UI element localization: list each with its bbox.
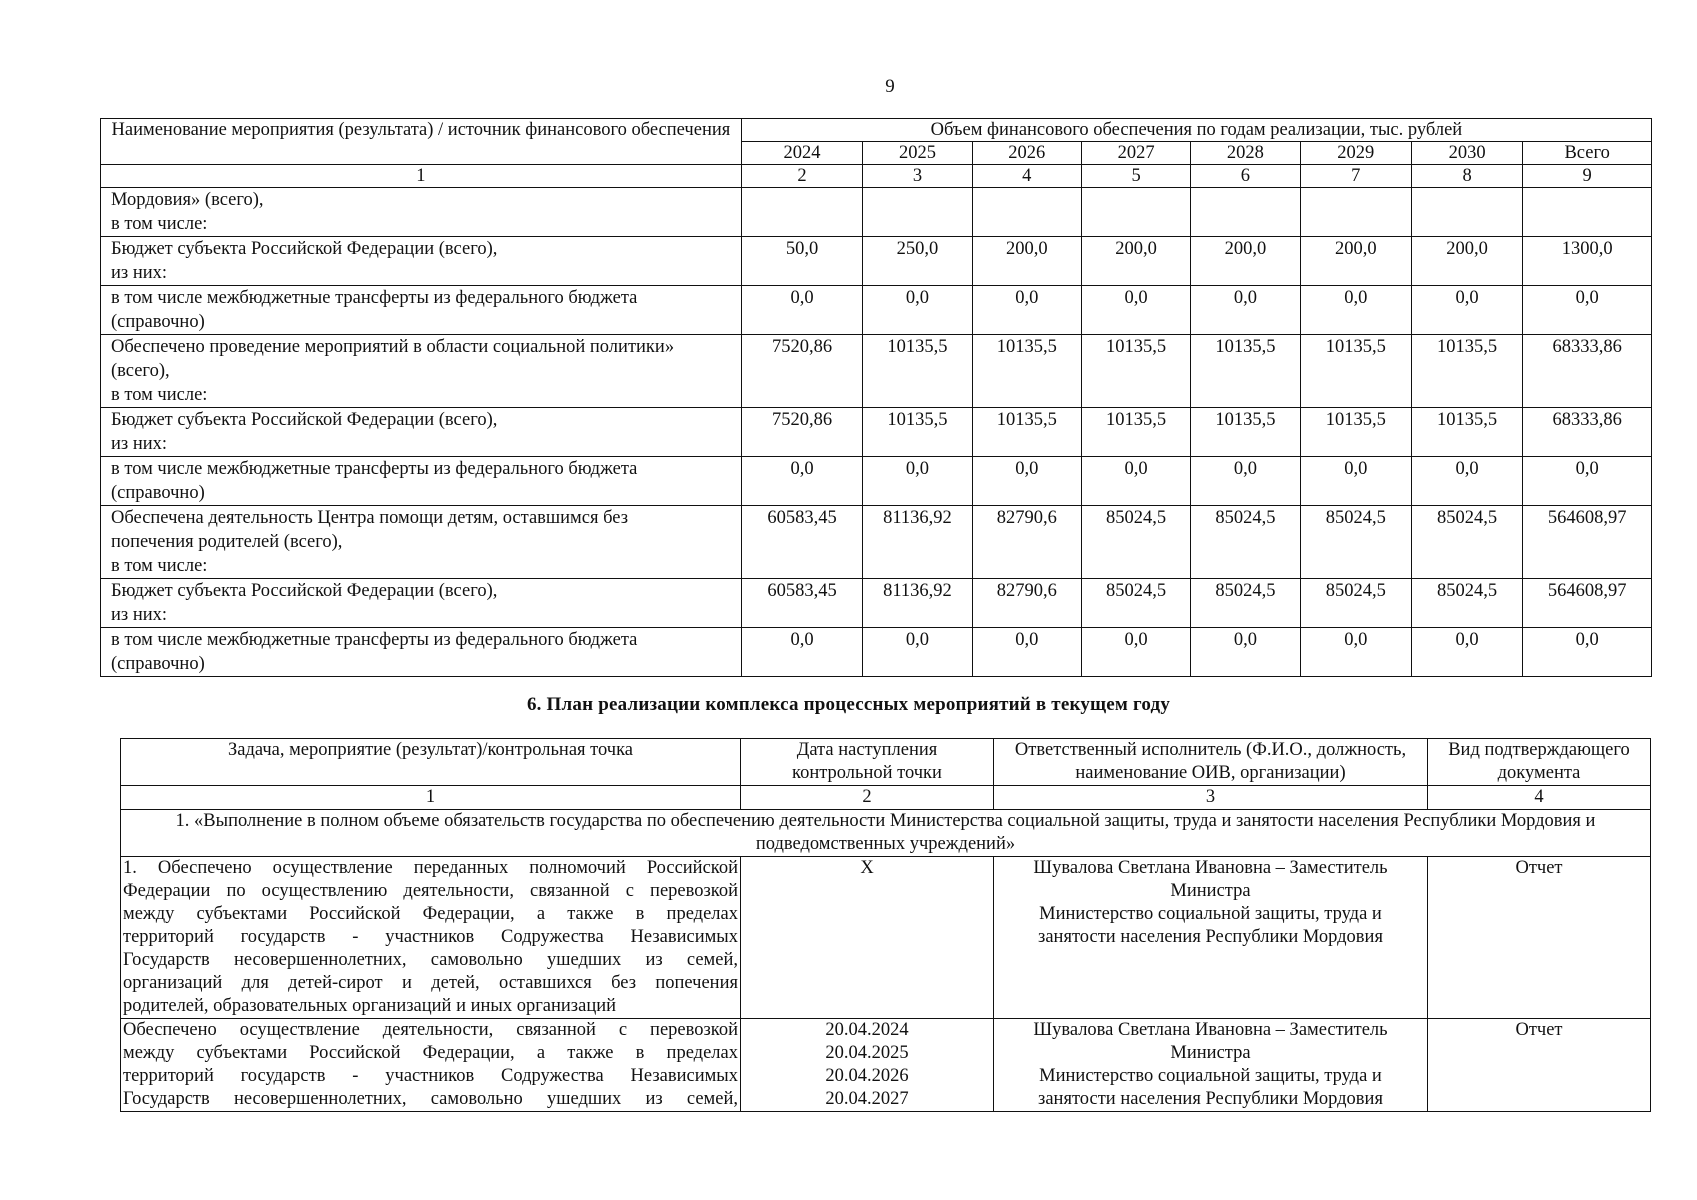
plan-task-line: Государств несовершеннолетних, самовольно ушедших из семей, <box>123 1089 738 1109</box>
finance-row <box>101 579 1652 628</box>
finance-cell-value: 0,0 <box>1523 457 1652 506</box>
plan-date-line: 20.04.2026 <box>825 1066 909 1086</box>
finance-row-name: Мордовия» (всего), в том числе: <box>101 188 742 237</box>
plan-task-line: Федерации по осуществлению деятельности, связанной с перевозкой <box>123 881 738 901</box>
finance-cell-value: 10135,5 <box>1191 335 1300 408</box>
finance-cell-value: 81136,92 <box>863 506 972 579</box>
finance-year-header: 2028 <box>1191 142 1300 165</box>
finance-cell-value: 200,0 <box>1191 237 1300 286</box>
plan-column-number: 3 <box>994 786 1428 810</box>
plan-header-col4: Вид подтверждающего документа <box>1428 739 1651 786</box>
finance-year-header: 2029 <box>1300 142 1411 165</box>
finance-cell-value: 0,0 <box>972 628 1081 677</box>
finance-cell-value: 0,0 <box>1300 628 1411 677</box>
finance-cell-value <box>863 188 972 237</box>
finance-row-name: Обеспечено проведение мероприятий в области социальной политики» (всего), в том числе: <box>101 335 742 408</box>
finance-row-name: в том числе межбюджетные трансферты из федерального бюджета (справочно) <box>101 286 742 335</box>
finance-cell-value: 10135,5 <box>1081 408 1190 457</box>
finance-cell-value: 10135,5 <box>1411 408 1522 457</box>
finance-year-header: 2026 <box>972 142 1081 165</box>
finance-cell-value: 85024,5 <box>1300 506 1411 579</box>
plan-row <box>121 1019 1651 1112</box>
finance-row <box>101 506 1652 579</box>
finance-cell-value: 0,0 <box>1300 457 1411 506</box>
finance-cell-value: 60583,45 <box>741 579 862 628</box>
finance-cell-value: 85024,5 <box>1191 579 1300 628</box>
plan-responsible <box>994 857 1428 1019</box>
finance-cell-value: 0,0 <box>1191 457 1300 506</box>
plan-header-col1: Задача, мероприятие (результат)/контрольная точка <box>121 739 741 786</box>
finance-cell-value: 0,0 <box>863 286 972 335</box>
finance-row <box>101 457 1652 506</box>
plan-task-line: между субъектами Российской Федерации, а также в пределах <box>123 1043 738 1063</box>
finance-row-name: Бюджет субъекта Российской Федерации (всего), из них: <box>101 237 742 286</box>
finance-cell-value: 10135,5 <box>972 335 1081 408</box>
finance-cell-value: 10135,5 <box>863 335 972 408</box>
finance-cell-value: 250,0 <box>863 237 972 286</box>
plan-date-line: 20.04.2025 <box>825 1043 909 1063</box>
finance-cell-value: 60583,45 <box>741 506 862 579</box>
finance-cell-value: 10135,5 <box>1411 335 1522 408</box>
finance-column-number: 1 <box>101 165 742 188</box>
plan-header-col3: Ответственный исполнитель (Ф.И.О., должность, наименование ОИВ, организации) <box>994 739 1428 786</box>
plan-task-line: Государств несовершеннолетних, самовольно ушедших из семей, <box>123 950 738 970</box>
finance-cell-value: 82790,6 <box>972 506 1081 579</box>
finance-cell-value: 85024,5 <box>1300 579 1411 628</box>
finance-column-number: 8 <box>1411 165 1522 188</box>
finance-cell-value: 7520,86 <box>741 335 862 408</box>
plan-column-number: 1 <box>121 786 741 810</box>
finance-cell-value: 0,0 <box>741 286 862 335</box>
finance-row <box>101 628 1652 677</box>
finance-row-name: Обеспечена деятельность Центра помощи детям, оставшимся без попечения родителей (всего), в том числе: <box>101 506 742 579</box>
plan-task-description <box>121 857 741 1019</box>
plan-date-line: 20.04.2027 <box>825 1089 909 1109</box>
finance-cell-value: 81136,92 <box>863 579 972 628</box>
finance-column-number: 4 <box>972 165 1081 188</box>
finance-cell-value: 10135,5 <box>1300 408 1411 457</box>
finance-cell-value <box>972 188 1081 237</box>
plan-task-line: между субъектами Российской Федерации, а также в пределах <box>123 904 738 924</box>
finance-table <box>100 118 1652 677</box>
plan-colnum-row <box>121 786 1651 810</box>
finance-cell-value: 0,0 <box>1523 628 1652 677</box>
finance-year-header: 2024 <box>741 142 862 165</box>
finance-cell-value: 7520,86 <box>741 408 862 457</box>
finance-header-row <box>101 119 1652 142</box>
plan-row <box>121 857 1651 1019</box>
finance-cell-value: 0,0 <box>863 628 972 677</box>
plan-responsible <box>994 1019 1428 1112</box>
finance-row-name: Бюджет субъекта Российской Федерации (всего), из них: <box>101 579 742 628</box>
finance-cell-value: 564608,97 <box>1523 579 1652 628</box>
finance-cell-value: 68333,86 <box>1523 335 1652 408</box>
finance-row <box>101 237 1652 286</box>
plan-control-date <box>741 857 994 1019</box>
finance-cell-value: 564608,97 <box>1523 506 1652 579</box>
plan-table <box>120 738 1651 1112</box>
finance-cell-value: 10135,5 <box>863 408 972 457</box>
finance-cell-value: 200,0 <box>1300 237 1411 286</box>
finance-cell-value: 50,0 <box>741 237 862 286</box>
finance-cell-value: 0,0 <box>1081 286 1190 335</box>
finance-cell-value: 85024,5 <box>1411 579 1522 628</box>
finance-column-number: 2 <box>741 165 862 188</box>
finance-cell-value: 0,0 <box>1191 286 1300 335</box>
finance-header-volume: Объем финансового обеспечения по годам реализации, тыс. рублей <box>741 119 1651 142</box>
finance-cell-value <box>1523 188 1652 237</box>
plan-responsible-line: Шувалова Светлана Ивановна – Заместитель <box>1033 858 1388 878</box>
finance-column-number: 5 <box>1081 165 1190 188</box>
finance-cell-value: 85024,5 <box>1411 506 1522 579</box>
finance-cell-value <box>1411 188 1522 237</box>
finance-cell-value: 85024,5 <box>1081 579 1190 628</box>
finance-column-number: 9 <box>1523 165 1652 188</box>
finance-cell-value: 200,0 <box>1411 237 1522 286</box>
plan-column-number: 2 <box>741 786 994 810</box>
finance-cell-value: 0,0 <box>1081 628 1190 677</box>
finance-cell-value: 0,0 <box>1411 286 1522 335</box>
finance-cell-value: 0,0 <box>1300 286 1411 335</box>
plan-column-number: 4 <box>1428 786 1651 810</box>
finance-row <box>101 335 1652 408</box>
finance-cell-value: 0,0 <box>863 457 972 506</box>
plan-document-type: Отчет <box>1428 1019 1651 1112</box>
plan-responsible-line: занятости населения Республики Мордовия <box>1038 927 1383 947</box>
finance-cell-value: 200,0 <box>972 237 1081 286</box>
plan-task-row <box>121 810 1651 857</box>
finance-cell-value: 200,0 <box>1081 237 1190 286</box>
plan-control-date <box>741 1019 994 1112</box>
finance-cell-value: 85024,5 <box>1081 506 1190 579</box>
plan-task-line: Обеспечено осуществление деятельности, связанной с перевозкой <box>123 1020 738 1040</box>
page-number: 9 <box>885 76 895 97</box>
finance-cell-value: 0,0 <box>1411 628 1522 677</box>
finance-cell-value: 85024,5 <box>1191 506 1300 579</box>
finance-year-header: 2025 <box>863 142 972 165</box>
finance-row-name: Бюджет субъекта Российской Федерации (всего), из них: <box>101 408 742 457</box>
finance-year-header: Всего <box>1523 142 1652 165</box>
finance-cell-value: 0,0 <box>1523 286 1652 335</box>
plan-task-line: родителей, образовательных организаций и иных организаций <box>123 996 617 1016</box>
finance-row <box>101 408 1652 457</box>
finance-cell-value <box>1081 188 1190 237</box>
plan-responsible-line: занятости населения Республики Мордовия <box>1038 1089 1383 1109</box>
finance-year-header: 2030 <box>1411 142 1522 165</box>
plan-header-row <box>121 739 1651 786</box>
plan-task-description <box>121 1019 741 1112</box>
finance-cell-value: 10135,5 <box>1300 335 1411 408</box>
finance-cell-value <box>1300 188 1411 237</box>
plan-responsible-line: Шувалова Светлана Ивановна – Заместитель <box>1033 1020 1388 1040</box>
plan-header-col2: Дата наступления контрольной точки <box>741 739 994 786</box>
plan-responsible-line: Министерство социальной защиты, труда и <box>1039 1066 1382 1086</box>
finance-cell-value: 1300,0 <box>1523 237 1652 286</box>
finance-column-number: 3 <box>863 165 972 188</box>
plan-task-line: организаций для детей-сирот и детей, оставшихся без попечения <box>123 973 738 993</box>
finance-cell-value: 0,0 <box>1411 457 1522 506</box>
finance-cell-value: 0,0 <box>1081 457 1190 506</box>
plan-responsible-line: Министерство социальной защиты, труда и <box>1039 904 1382 924</box>
finance-row <box>101 286 1652 335</box>
plan-task-title: 1. «Выполнение в полном объеме обязательств государства по обеспечению деятельности Министерства социальной защиты, труда и занятости населения Республики Мордовия и подведомственных учреждений» <box>121 810 1651 857</box>
finance-cell-value: 0,0 <box>1191 628 1300 677</box>
finance-row <box>101 188 1652 237</box>
plan-responsible-line: Министра <box>1170 881 1251 901</box>
section-title: 6. План реализации комплекса процессных мероприятий в текущем году <box>526 694 1171 715</box>
finance-colnum-row <box>101 165 1652 188</box>
plan-task-line: 1. Обеспечено осуществление переданных полномочий Российской <box>123 858 738 878</box>
plan-task-line: территорий государств - участников Содружества Независимых <box>123 927 738 947</box>
finance-year-header: 2027 <box>1081 142 1190 165</box>
finance-row-name: в том числе межбюджетные трансферты из федерального бюджета (справочно) <box>101 457 742 506</box>
finance-cell-value <box>741 188 862 237</box>
finance-cell-value <box>1191 188 1300 237</box>
finance-cell-value: 82790,6 <box>972 579 1081 628</box>
finance-column-number: 7 <box>1300 165 1411 188</box>
plan-responsible-line: Министра <box>1170 1043 1251 1063</box>
finance-cell-value: 10135,5 <box>1191 408 1300 457</box>
plan-date-line: 20.04.2024 <box>825 1020 909 1040</box>
finance-cell-value: 10135,5 <box>1081 335 1190 408</box>
finance-cell-value: 0,0 <box>741 457 862 506</box>
finance-cell-value: 0,0 <box>972 286 1081 335</box>
finance-cell-value: 10135,5 <box>972 408 1081 457</box>
finance-column-number: 6 <box>1191 165 1300 188</box>
finance-header-name: Наименование мероприятия (результата) / источник финансового обеспечения <box>101 119 742 165</box>
finance-cell-value: 0,0 <box>741 628 862 677</box>
finance-cell-value: 0,0 <box>972 457 1081 506</box>
plan-task-line: территорий государств - участников Содружества Независимых <box>123 1066 738 1086</box>
finance-row-name: в том числе межбюджетные трансферты из федерального бюджета (справочно) <box>101 628 742 677</box>
finance-cell-value: 68333,86 <box>1523 408 1652 457</box>
plan-date-line: X <box>860 858 874 878</box>
plan-document-type: Отчет <box>1428 857 1651 1019</box>
